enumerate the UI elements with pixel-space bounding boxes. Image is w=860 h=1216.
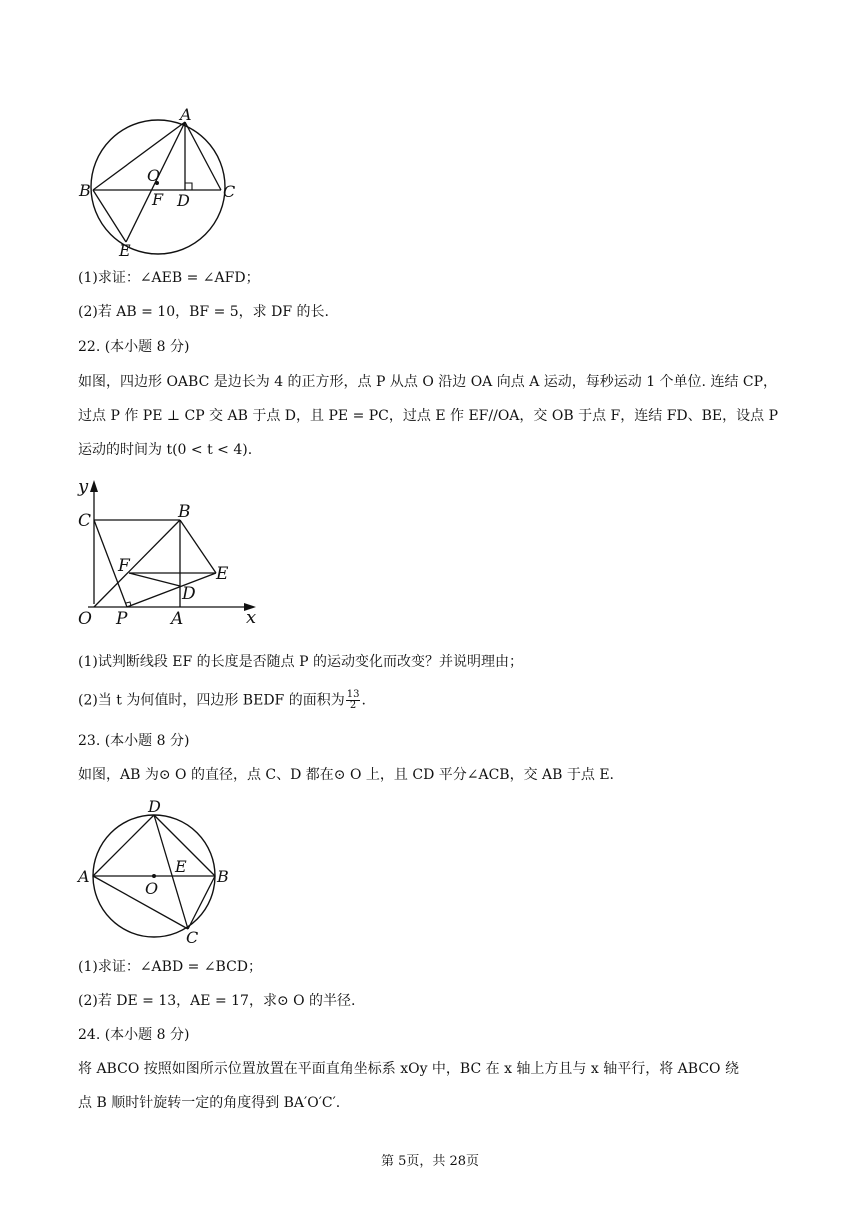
q24-header: 24. (本小题 8 分) (78, 1027, 190, 1043)
label-e: E (119, 241, 131, 260)
label-c: C (186, 928, 199, 946)
label-f: F (152, 190, 164, 209)
fraction-13-2: $\frac{13}{2}$ (346, 689, 360, 711)
circle-o (91, 120, 225, 254)
q23-part2: (2)若 DE = 13，AE = 17，求⊙ O 的半径. (78, 993, 356, 1009)
q22-header: 22. (本小题 8 分) (78, 339, 190, 355)
q23-part1: (1)求证：∠ABD = ∠BCD； (78, 959, 263, 975)
q23-stem: 如图，AB 为⊙ O 的直径，点 C、D 都在⊙ O 上，且 CD 平分∠ACB，交 AB 于点 E. (78, 767, 614, 783)
label-x: x (246, 607, 257, 628)
label-o: O (145, 879, 159, 898)
q24-stem-line1: 将 ABCO 按照如图所示位置放置在平面直角坐标系 xOy 中，BC 在 x 轴上方且与 x 轴平行，将 ABCO 绕 (78, 1061, 739, 1077)
q22-part2-text: (2)当 t 为何值时，四边形 BEDF 的面积为 (78, 692, 345, 709)
q22-stem-line1: 如图，四边形 OABC 是边长为 4 的正方形，点 P 从点 O 沿边 OA 向点 A 运动，每秒运动 1 个单位. 连结 CP， (78, 374, 778, 390)
q24-stem-line2: 点 B 顺时针旋转一定的角度得到 BA′O′C′. (78, 1095, 341, 1111)
q22-part1: (1)试判断线段 EF 的长度是否随点 P 的运动变化而改变？并说明理由； (78, 654, 523, 670)
q22-stem-line3: 运动的时间为 t(0 < t < 4). (78, 442, 253, 458)
label-d: D (182, 584, 196, 604)
figure-q21-circle (70, 105, 250, 265)
label-d: D (177, 191, 190, 210)
label-b: B (217, 867, 229, 886)
label-y: y (78, 476, 89, 497)
figure-q22-square (70, 476, 270, 636)
label-a: A (180, 105, 192, 124)
label-e: E (175, 857, 187, 876)
label-f: F (118, 556, 130, 576)
label-d: D (148, 797, 161, 816)
label-a: A (171, 609, 184, 629)
label-b: B (79, 181, 91, 200)
label-a: A (78, 867, 90, 886)
label-e: E (216, 564, 229, 584)
figure-q23-circle (70, 796, 240, 946)
label-b: B (178, 502, 191, 522)
page-footer: 第 5页，共 28页 (380, 1154, 480, 1169)
q22-stem-line2: 过点 P 作 PE ⊥ CP 交 AB 于点 D，且 PE = PC，过点 E 作 EF//OA，交 OB 于点 F，连结 FD、BE，设点 P (78, 408, 779, 424)
label-p: P (116, 609, 128, 629)
q21-part2: (2)若 AB = 10，BF = 5，求 DF 的长. (78, 304, 329, 320)
label-o: O (78, 609, 92, 629)
q23-header: 23. (本小题 8 分) (78, 733, 190, 749)
label-c: C (78, 511, 92, 531)
q22-part2: (2)当 t 为何值时，四边形 BEDF 的面积为 $\frac{13}{2}$ . (78, 689, 366, 711)
label-o: O (147, 166, 161, 185)
label-c: C (223, 182, 236, 201)
q21-part1: (1)求证：∠AEB = ∠AFD； (78, 270, 260, 286)
